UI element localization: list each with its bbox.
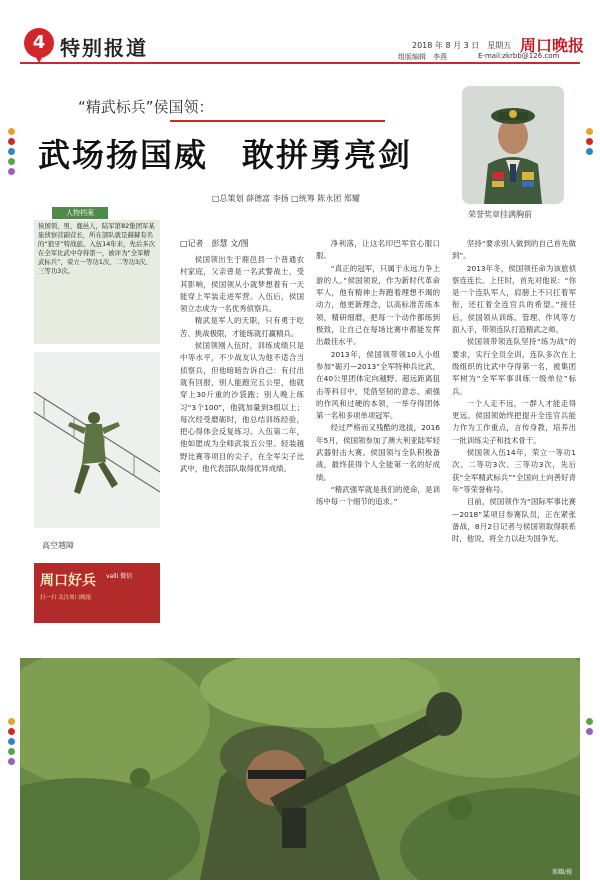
paragraph: 侯国领入伍14年，荣立一等功1次、二等功3次、三等功3次，先后获“全军精武标兵”“全国向上向善好青年”等荣誉称号。 — [452, 448, 576, 494]
newspaper-logo: 周口晚报 — [520, 36, 585, 55]
side-photo-caption: 高空越障 — [42, 541, 74, 550]
article-column-1 — [180, 254, 304, 652]
article-column-2 — [316, 238, 440, 652]
issue-date: 2018 年 8 月 3 日 星期五 — [412, 41, 512, 50]
planning-credits: □总策划 薛德富 李扬 □统筹 陈永团 郑耀 — [212, 194, 360, 203]
paragraph: 净利落，让这名印巴军官心服口服。 — [316, 239, 440, 261]
ad-brand: valli 微信 — [106, 573, 133, 580]
paragraph: “精武强军就是我们的使命，是训练中每一个细节的追求。” — [316, 484, 440, 507]
paragraph: 目前，侯国领作为“国际军事比赛—2018”某项目参赛队员，正在紧张备战，8月2日记者与侯国领取得联系时，他说，将全力以赴为国争光。 — [452, 497, 576, 544]
ad-banner[interactable] — [34, 563, 160, 623]
paragraph: 精武是军人的天职，只有勇于吃苦、挑战极限，才能练就打赢精兵。 — [180, 316, 304, 338]
profile-tag: 人物档案 — [52, 207, 108, 219]
editor-email: E-mail:zkrbb@126.com — [478, 52, 560, 60]
paragraph: 侯国领出生于鹿邑县一个普通农村家庭，父亲曾是一名武警战士，受其影响，侯国领从小就梦想着有一天能穿上军装走进军营。入伍后，侯国领立志成为一名优秀侦察兵。 — [180, 255, 304, 314]
article-column-3 — [452, 238, 576, 652]
portrait-caption: 荣誉奖章挂满胸前 — [468, 210, 532, 219]
headline-kicker: “精武标兵”侯国领： — [78, 98, 214, 116]
paragraph: 一个人走不远，一群人才能走得更远。侯国领始终把提升全连官兵能力作为工作重点，言传身教，培养出一批训练尖子和技术骨干。 — [452, 398, 576, 445]
profile-text: 侯国领，男，鹿邑人，陆军第82集团军某旅侦察营副营长，所在部队就是赫赫有名的“狼牙”特战旅。入伍14年来，先后多次在全军比武中夺得第一，被评为“全军精武标兵”，荣立一等功1次、二等功3次、三等功3次。 — [34, 220, 160, 344]
paragraph: 2013年冬，侯国领任命为该旅侦察连连长。上任时，首先对他说：“你是一个连队军人，肩膀上不只扛着军衔，还扛着全连官兵的希望。”接任后，侯国领从训练、管理、作风等方面入手，带领连队打造精武之师。 — [452, 263, 576, 335]
paragraph: 经过严格而又残酷的选拔，2016年5月，侯国领参加了澳大利亚陆军轻武器射击大赛。侯国领与全队积极备战，最终获得个人全能第一名的好成绩。 — [316, 423, 440, 482]
header-rule — [20, 62, 580, 64]
soldier-portrait — [462, 86, 564, 204]
article-byline: □记者 彭慧 文/图 — [180, 239, 249, 248]
ad-title: 周口好兵 — [40, 573, 96, 589]
page-number-badge: 4 — [24, 28, 54, 58]
editor-credit: 组版编辑 李燕 — [398, 53, 447, 61]
soldier-camouflage-photo — [20, 658, 580, 880]
ad-small-text: 扫一扫 关注周口晚报 — [40, 595, 92, 601]
kicker-rule — [170, 120, 385, 122]
section-title: 特别报道 — [60, 36, 148, 60]
bottom-photo-caption: 郑耀/摄 — [551, 869, 572, 876]
paragraph: 侯国领刚入伍时，训练成绩只是中等水平，不少战友认为他不适合当侦察兵，但他暗暗告诉自己：有付出就有回报，别人能跑完五公里，他就穿上30斤重的沙袋跑；别人晚上练习“3个100”，他就加量到3组以上；每次经受磨砺时，他总结训练经验，把心得体会反复练习。入伍第二年，他如愿成为全师武装五公里、轻装越野比赛等项目的尖子，在全军尖子比武中，他代表部队取得优异成绩。 — [180, 341, 304, 474]
main-headline: 武场扬国威 敢拼勇亮剑 — [38, 136, 413, 174]
paragraph: 坚持“要求别人做到的自己首先做到”。 — [452, 239, 576, 261]
paragraph: “真正的冠军，只属于永远力争上游的人。”侯国领说，作为新时代革命军人，他有精神上奔跑着理想不竭的动力，他更新理念，以高标准苦练本领，精研细磨，把每一个动作都练到极致，让自己在每场比赛中都能发挥出最佳水平。 — [316, 263, 440, 347]
rope-climb-photo — [34, 352, 160, 528]
paragraph: 侯国领带领连队坚持“练为战”的要求，实行全员全训，连队多次在上级组织的比武中夺得第一名，被集团军树为“全军军事训练一级单位”标兵。 — [452, 337, 576, 396]
paragraph: 2013年，侯国领带领10人小组参加“砺刃—2013”全军特种兵比武，在40公里团体定向越野、超远距离狙击等科目中，凭借坚韧的意志、顽强的作风和过硬的本领，一举夺得团体第一名和多项单项冠军。 — [316, 349, 440, 421]
